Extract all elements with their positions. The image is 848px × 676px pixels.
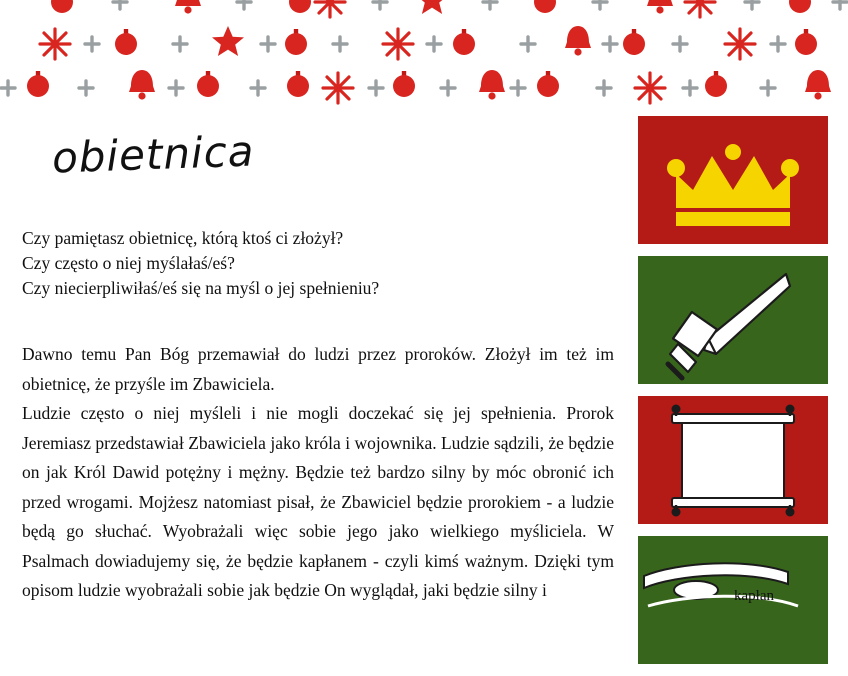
illustration-column [638, 116, 828, 676]
border-pattern-svg [0, 0, 848, 108]
question-line: Czy pamiętasz obietnicę, którą ktoś ci złożył? [22, 228, 344, 248]
illustration-sword [638, 256, 828, 384]
crown-icon [638, 116, 828, 244]
question-line: Czy często o niej myślałaś/eś? [22, 253, 235, 273]
paragraph: Dawno temu Pan Bóg przemawiał do ludzi przez proroków. Złożył im też im obietnicę, że przyśle im Zbawiciela. [22, 344, 614, 394]
scroll-icon [638, 396, 828, 524]
priest-label: kapłan [734, 588, 774, 604]
questions-block [22, 226, 612, 301]
body-text-block [22, 340, 614, 606]
decorative-top-border [0, 0, 848, 108]
illustration-crown [638, 116, 828, 244]
question-line: Czy niecierpliwiłaś/eś się na myśl o jej spełnieniu? [22, 278, 380, 298]
page-title: obietnica [51, 126, 256, 183]
sword-icon [638, 256, 828, 384]
paragraph: Ludzie często o niej myśleli i nie mogli doczekać się jej spełnienia. Prorok Jeremiasz przedstawiał Zbawiciela jako króla i wojownika. Ludzie sądzili, że będzie on jak Król Dawid potężny i mężny. Będzie też bardzo silny by móc obronić ich przed wrogami. Mojżesz natomiast pisał, że Zbawiciel będzie prorokiem - a ludzie będą go słuchać. Wyobrażali więc sobie jego jako wielkiego myśliciela. W Psalmach dowiadujemy się, że będzie kapłanem - czyli kimś ważnym. Dzięki tym opisom ludzie wyobrażali sobie jak będzie On wyglądał, jaki będzie silny i [22, 403, 614, 600]
illustration-priest [638, 536, 828, 664]
illustration-scroll [638, 396, 828, 524]
priest-icon [638, 536, 828, 664]
page-content [0, 108, 848, 658]
